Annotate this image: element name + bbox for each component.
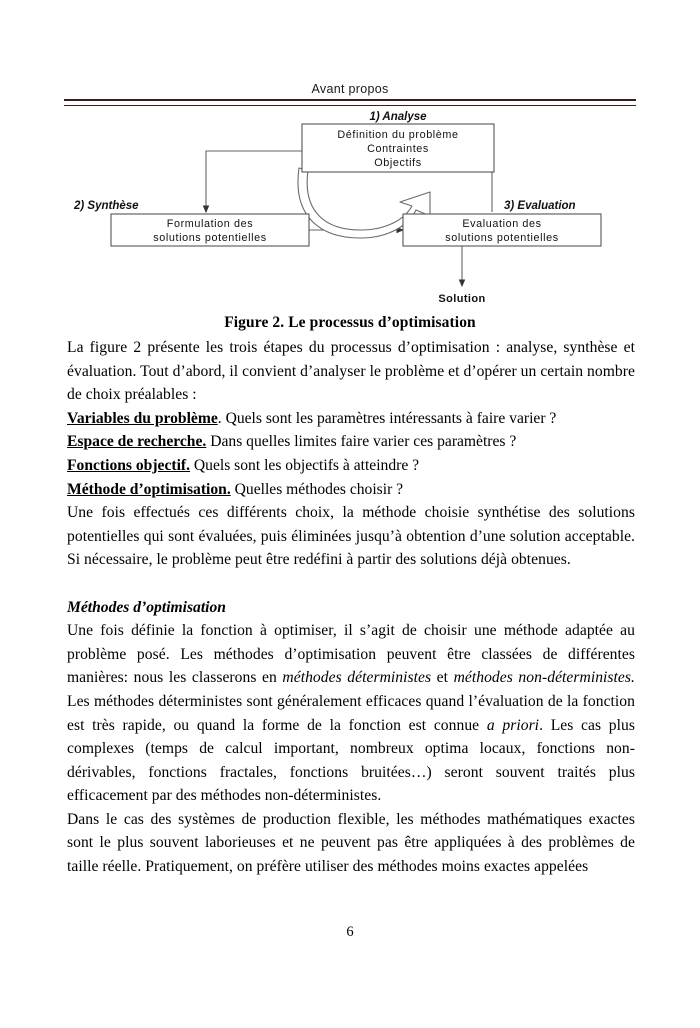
figure-label-step3: 3) Evaluation xyxy=(504,200,576,212)
choice-tail-espace: Dans quelles limites faire varier ces paramètres ? xyxy=(206,433,517,451)
methods-text-c: Les méthodes déterministes sont généralement efficaces quand l’évaluation de la fonction est très rapide, ou quand la forme de la fonction est connue xyxy=(67,692,635,734)
choice-tail-methode: Quelles méthodes choisir ? xyxy=(230,480,404,498)
choice-lead-variables: Variables du problème xyxy=(67,409,218,427)
choice-item-espace xyxy=(67,430,635,454)
figure-label-step2: 2) Synthèse xyxy=(74,200,139,212)
header-divider-rule xyxy=(64,99,636,106)
body-text-column xyxy=(67,336,635,879)
methods-text-d: . Les cas plus complexes (temps de calcul important, nombreux optima locaux, fonctions non-dérivables, fonctions fractales, fonctions bruitées…) seront souvent traités plus efficacement par des méthodes non-déterministes. xyxy=(67,716,635,805)
paragraph-gap xyxy=(67,572,635,596)
choice-item-methode xyxy=(67,478,635,502)
paragraph-methods-1 xyxy=(67,619,635,808)
figure-caption: Figure 2. Le processus d’optimisation xyxy=(224,314,476,331)
choice-tail-fonctions: Quels sont les objectifs à atteindre ? xyxy=(190,456,420,474)
paragraph-intro: La figure 2 présente les trois étapes du processus d’optimisation : analyse, synthèse et évaluation. Tout d’abord, il convient d’analyser le problème et d’opérer un certain nombre de choix préalables : xyxy=(67,339,635,404)
choice-item-fonctions xyxy=(67,454,635,478)
choice-lead-methode: Méthode d’optimisation. xyxy=(67,480,231,498)
paragraph-after-choices: Une fois effectués ces différents choix, la méthode choisie synthétise des solutions potentielles qui sont évaluées, puis éliminées jusqu’à obtention d’une solution acceptable. Si nécessaire, le problème peut être redéfini à partir des solutions déjà obtenues. xyxy=(67,504,635,569)
section-heading-methodes: Méthodes d’optimisation xyxy=(67,598,226,616)
page-number: 6 xyxy=(346,924,354,940)
figure-label-step1: 1) Analyse xyxy=(369,111,427,123)
figure-optimisation-process xyxy=(64,106,636,311)
figure-label-solution: Solution xyxy=(438,293,486,305)
figure-box-synthese-line2: solutions potentielles xyxy=(153,232,267,244)
methods-text-b: et xyxy=(431,669,454,687)
figure-box-analyse-line2: Contraintes xyxy=(367,143,429,155)
choice-item-variables xyxy=(67,407,635,431)
methods-text-a: Une fois définie la fonction à optimiser, il s’agit de choisir une méthode adaptée au problème posé. Les méthodes d’optimisation peuvent être classées de différentes manières: nous les classerons en xyxy=(67,622,635,687)
methods-italic-deterministes: méthodes déterministes xyxy=(282,669,432,687)
paragraph-methods-2: Dans le cas des systèmes de production flexible, les méthodes mathématiques exactes sont le plus souvent laborieuses et ne peuvent pas être appliquées à des problèmes de taille réelle. Pratiquement, on préfère utiliser des méthodes moins exactes appelées xyxy=(67,810,635,876)
figure-box-evaluation-line2: solutions potentielles xyxy=(445,232,559,244)
figure-box-analyse-line3: Objectifs xyxy=(374,157,422,169)
choice-lead-espace: Espace de recherche. xyxy=(67,433,207,451)
figure-box-evaluation-line1: Evaluation des xyxy=(462,218,542,230)
choice-tail-variables: . Quels sont les paramètres intéressants à faire varier ? xyxy=(217,409,557,427)
figure-box-synthese-line1: Formulation des xyxy=(166,218,254,230)
methods-italic-a-priori: a priori xyxy=(486,716,540,734)
methods-italic-non-deterministes: méthodes non-déterministes. xyxy=(453,669,635,687)
running-header xyxy=(64,82,636,106)
figure-box-analyse-line1: Définition du problème xyxy=(337,129,459,141)
header-title: Avant propos xyxy=(311,82,389,96)
choice-lead-fonctions: Fonctions objectif. xyxy=(67,456,190,474)
